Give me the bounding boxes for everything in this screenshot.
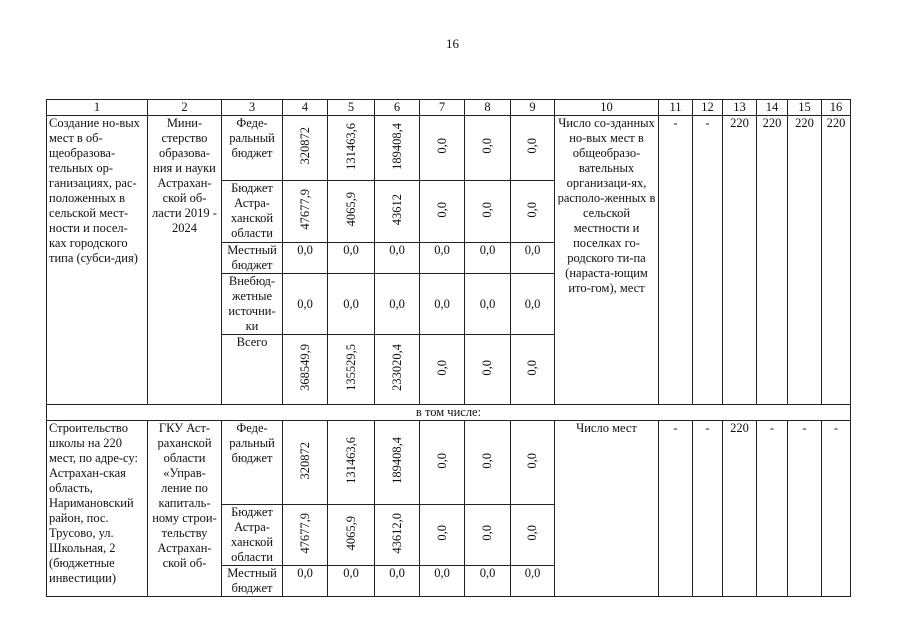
value-cell: 0,0: [420, 274, 465, 335]
header-cell: 2: [148, 100, 222, 116]
value-cell: 0,0: [434, 138, 449, 154]
page-number: 16: [446, 36, 459, 51]
value-cell: 220: [757, 116, 788, 405]
value-cell: -: [757, 421, 788, 597]
source-cell: Местный бюджет: [222, 243, 283, 274]
value-cell: 43612,0: [389, 512, 404, 554]
program-table: [46, 99, 851, 597]
value-cell: 0,0: [328, 274, 375, 335]
value-cell: 220: [723, 116, 757, 405]
source-cell: Феде-ральный бюджет: [222, 116, 283, 181]
value-cell: -: [659, 116, 693, 405]
header-cell: 1: [47, 100, 148, 116]
value-cell: 220: [788, 116, 822, 405]
value-cell: -: [693, 116, 723, 405]
source-cell: Внебюд-жетные источни-ки: [222, 274, 283, 335]
header-cell: 6: [375, 100, 420, 116]
value-cell: 0,0: [465, 274, 511, 335]
header-cell: 8: [465, 100, 511, 116]
table-row: [47, 405, 851, 421]
source-cell: Всего: [222, 335, 283, 405]
table-row: [47, 116, 851, 181]
value-cell: 233020,4: [389, 344, 404, 391]
value-cell: -: [788, 421, 822, 597]
header-cell: 3: [222, 100, 283, 116]
value-cell: 0,0: [328, 566, 375, 597]
header-cell: 11: [659, 100, 693, 116]
value-cell: 0,0: [434, 359, 449, 376]
activity-cell: Создание но-вых мест в об-щеобразова-тельных ор-ганизациях, рас-положенных в сельской мест-ности и посел-ках городского типа (субси-дия): [47, 116, 148, 405]
value-cell: 0,0: [420, 566, 465, 597]
header-cell: 9: [511, 100, 555, 116]
value-cell: 43612: [389, 193, 404, 226]
value-cell: 220: [822, 116, 851, 405]
value-cell: 0,0: [525, 452, 539, 469]
value-cell: 0,0: [525, 525, 539, 541]
value-cell: 189408,4: [389, 437, 404, 484]
value-cell: 0,0: [511, 243, 555, 274]
source-cell: Бюджет Астра-ханской области: [222, 181, 283, 243]
value-cell: 0,0: [434, 201, 449, 218]
value-cell: 0,0: [375, 243, 420, 274]
value-cell: -: [822, 421, 851, 597]
header-cell: 4: [283, 100, 328, 116]
indicator-cell: Число со-зданных но-вых мест в общеобразо-вательных организаци-ях, располо-женных в сельской местности и поселках го-родского ти-па (нараста-ющим ито-гом), мест: [555, 116, 659, 405]
including-label: в том числе:: [47, 405, 851, 421]
value-cell: 135529,5: [343, 344, 358, 391]
value-cell: 0,0: [328, 243, 375, 274]
value-cell: 0,0: [525, 359, 539, 376]
source-cell: Феде-ральный бюджет: [222, 421, 283, 505]
value-cell: 4065,9: [343, 192, 358, 227]
source-cell: Бюджет Астра-ханской области: [222, 505, 283, 566]
value-cell: 0,0: [375, 566, 420, 597]
value-cell: 0,0: [525, 201, 539, 218]
value-cell: 0,0: [480, 452, 494, 469]
header-cell: 16: [822, 100, 851, 116]
value-cell: 0,0: [480, 525, 494, 541]
value-cell: 47677,9: [297, 189, 312, 230]
value-cell: 47677,9: [297, 512, 312, 554]
executor-cell: Мини-стерство образова-ния и науки Астрахан-ской об-ласти 2019 - 2024: [148, 116, 222, 405]
table-row: [47, 421, 851, 505]
value-cell: 189408,4: [389, 122, 404, 170]
value-cell: 0,0: [480, 359, 494, 376]
value-cell: 0,0: [465, 566, 511, 597]
indicator-cell: Число мест: [555, 421, 659, 597]
executor-cell: ГКУ Аст-раханской области «Управ-ление по капиталь-ному строи-тельству Астрахан-ской об-: [148, 421, 222, 597]
header-cell: 13: [723, 100, 757, 116]
value-cell: 0,0: [420, 243, 465, 274]
value-cell: 0,0: [434, 525, 449, 541]
value-cell: 0,0: [480, 138, 494, 154]
value-cell: 0,0: [375, 274, 420, 335]
activity-cell: Строительство школы на 220 мест, по адре-су: Астрахан-ская область, Наримановский район, пос. Трусово, ул. Школьная, 2 (бюджетные инвестиции): [47, 421, 148, 597]
header-cell: 12: [693, 100, 723, 116]
value-cell: 4065,9: [343, 515, 358, 551]
value-cell: 320872: [297, 441, 312, 480]
header-row: [47, 100, 851, 116]
value-cell: 0,0: [511, 274, 555, 335]
value-cell: -: [659, 421, 693, 597]
header-cell: 5: [328, 100, 375, 116]
value-cell: 0,0: [480, 201, 494, 218]
header-cell: 15: [788, 100, 822, 116]
source-cell: Местный бюджет: [222, 566, 283, 597]
header-cell: 7: [420, 100, 465, 116]
header-cell: 10: [555, 100, 659, 116]
value-cell: 0,0: [465, 243, 511, 274]
value-cell: 131463,6: [343, 122, 358, 170]
value-cell: 0,0: [283, 274, 328, 335]
value-cell: 0,0: [283, 243, 328, 274]
value-cell: 220: [723, 421, 757, 597]
value-cell: 320872: [297, 127, 312, 165]
value-cell: 131463,6: [343, 437, 358, 484]
value-cell: 0,0: [434, 452, 449, 469]
value-cell: -: [693, 421, 723, 597]
value-cell: 0,0: [525, 138, 539, 154]
value-cell: 0,0: [283, 566, 328, 597]
value-cell: 368549,9: [297, 344, 312, 391]
header-cell: 14: [757, 100, 788, 116]
value-cell: 0,0: [511, 566, 555, 597]
